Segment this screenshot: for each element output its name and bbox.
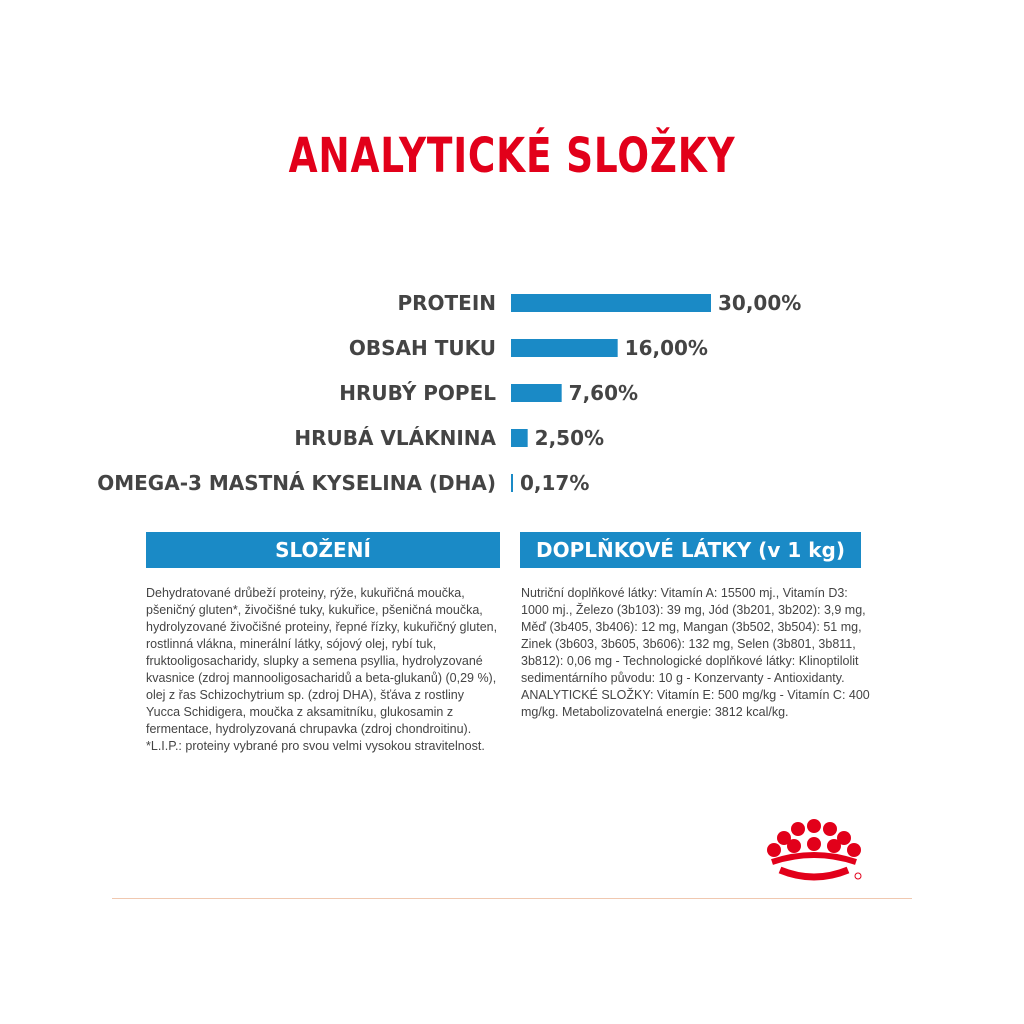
value-label: 30,00% [718, 291, 802, 315]
additives-text: Nutriční doplňkové látky: Vitamín A: 15500 mj., Vitamín D3: 1000 mj., Železo (3b103): 39 mg, Jód (3b201, 3b202): 3,9 mg, Měď (3b405, 3b406): 12 mg, Mangan (3b502, 3b504): 51 mg, Zinek (3b603, 3b605, 3b606): 132 mg, Selen (3b801, 3b811, 3b812): 0,06 mg - Technologické doplňkové látky: Klinoptilolit sedimentárního původu: 10 g - Konzervanty - Antioxidanty. ANALYTICKÉ SLOŽKY: Vitamín E: 500 mg/kg - Vitamín C: 400 mg/kg. Metabolizovatelná energie: 3812 kcal/kg. [521, 586, 870, 719]
crown-icon [766, 818, 866, 884]
category-label: OMEGA-3 MASTNÁ KYSELINA (DHA) [97, 471, 496, 495]
value-label: 16,00% [624, 336, 708, 360]
category-label: PROTEIN [397, 291, 496, 315]
page-title: ANALYTICKÉ SLOŽKY [288, 128, 736, 184]
composition-text: Dehydratované drůbeží proteiny, rýže, kukuřičná moučka, pšeničný gluten*, živočišné tuky, kukuřice, pšeničná moučka, hydrolyzované živočišné proteiny, řepné řízky, kukuřičný gluten, rostlinná vlákna, minerální látky, sójový olej, rybí tuk, fruktooligosacharidy, slupky a semena psyllia, hydrolyzované kvasnice (zdroj mannooligosacharidů a beta-glukanů) (0,29 %), olej z řas Schizochytrium sp. (zdroj DHA), šťáva z rostliny Yucca Schidigera, moučka z aksamitníku, glukosamin z fermentace, hydrolyzovaná chrupavka (zdroj chondroitinu). *L.I.P.: proteiny vybrané pro svou velmi vysokou stravitelnost. [146, 586, 498, 753]
value-label: 0,17% [520, 471, 590, 495]
bar [511, 384, 562, 402]
bar [511, 429, 528, 447]
category-label: OBSAH TUKU [348, 336, 496, 360]
bar [511, 294, 711, 312]
value-label: 2,50% [534, 426, 605, 450]
crown-base [780, 870, 848, 877]
category-label: HRUBÝ POPEL [339, 381, 496, 405]
additives-header: DOPLŇKOVÉ LÁTKY (v 1 kg) [520, 532, 861, 568]
category-label: HRUBÁ VLÁKNINA [294, 426, 496, 450]
bar [511, 339, 618, 357]
footer-divider [112, 898, 912, 899]
nutrient-bar-chart [0, 270, 1024, 510]
composition-header: SLOŽENÍ [146, 532, 500, 568]
crown-band [772, 855, 856, 862]
crown-dots [767, 819, 861, 857]
value-label: 7,60% [568, 381, 639, 405]
bar [511, 474, 513, 492]
